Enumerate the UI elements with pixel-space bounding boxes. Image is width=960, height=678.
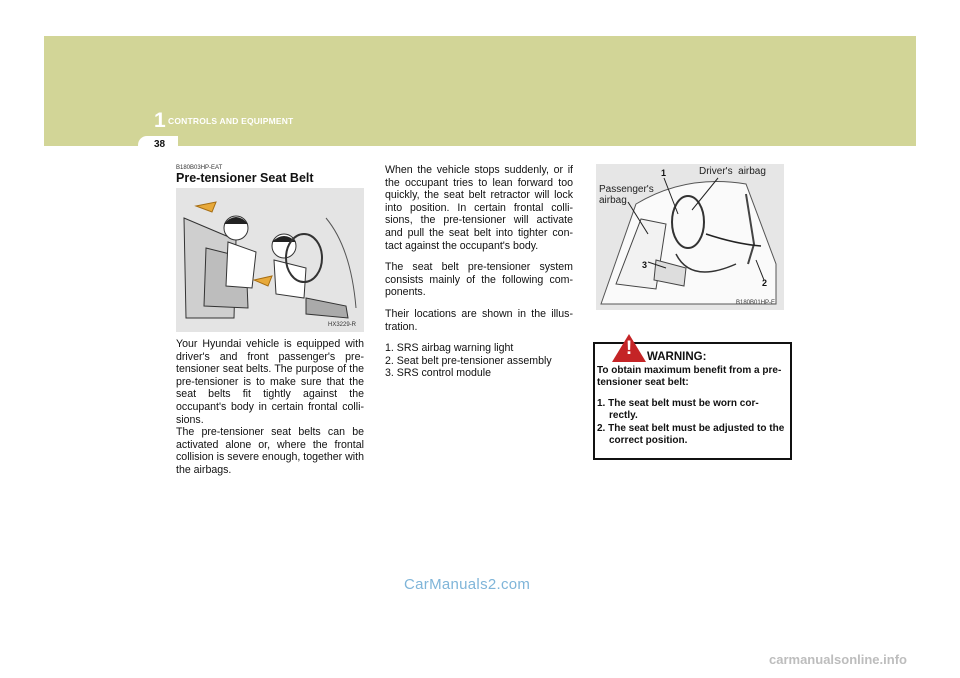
warning-body bbox=[597, 365, 787, 447]
list-item: 2. The seat belt must be adjusted to the correct position. bbox=[597, 422, 785, 447]
callout-2: 2 bbox=[762, 278, 768, 288]
seatbelt-illustration bbox=[176, 188, 364, 332]
callout-1: 1 bbox=[661, 168, 667, 178]
callout-3: 3 bbox=[642, 260, 648, 270]
middle-paragraph-3: Their locations are shown in the illus-tration. bbox=[385, 307, 573, 333]
left-paragraph-1: Your Hyundai vehicle is equipped with driver's and front passenger's pre-tensioner seat belts. The purpose of the pre-tensioner is to make sure that the seat belts fit tightly against the occupant's body in certain frontal colli-sions. bbox=[176, 338, 364, 426]
warning-box bbox=[593, 338, 792, 460]
chapter-title: CONTROLS AND EQUIPMENT bbox=[168, 116, 294, 126]
exclamation-icon: ! bbox=[625, 338, 633, 359]
image-code: B180B01HP-E bbox=[736, 300, 776, 306]
header-band bbox=[44, 36, 916, 146]
component-list bbox=[385, 342, 573, 380]
image-code: HX3229-R bbox=[328, 322, 357, 328]
watermark-link[interactable]: CarManuals2.com bbox=[404, 576, 531, 593]
list-item: 2. Seat belt pre-tensioner assembly bbox=[385, 354, 552, 367]
warning-intro: To obtain maximum benefit from a pre-tensioner seat belt: bbox=[597, 365, 782, 389]
components-illustration bbox=[596, 164, 784, 310]
warning-title: WARNING: bbox=[647, 351, 707, 363]
list-item: 1. The seat belt must be worn cor-rectly. bbox=[597, 397, 759, 422]
middle-paragraph-2: The seat belt pre-tensioner system consists mainly of the following com-ponents. bbox=[385, 261, 573, 299]
driver-airbag-label: Driver's airbag bbox=[699, 166, 766, 177]
list-item: 3. SRS control module bbox=[385, 367, 491, 380]
section-title: Pre-tensioner Seat Belt bbox=[176, 171, 314, 185]
section-code: B180B03HP-EAT bbox=[176, 165, 223, 171]
chapter-number: 1 bbox=[154, 109, 166, 132]
warning-list bbox=[597, 398, 787, 448]
left-body-text bbox=[176, 338, 364, 477]
page-number: 38 bbox=[154, 139, 166, 150]
middle-body-text bbox=[385, 164, 573, 380]
seatbelt-illustration-drawing bbox=[176, 188, 364, 332]
middle-paragraph-1: When the vehicle stops suddenly, or if the occupant tries to lean forward too quickly, the seat belt retractor will lock into position. In certain frontal colli-sions, the pre-tensioner will activate and pull the seat belt into tighter con-tact against the occupant's body. bbox=[385, 164, 573, 252]
list-item: 1. SRS airbag warning light bbox=[385, 342, 514, 355]
passenger-airbag-label: Passenger's airbag bbox=[599, 184, 654, 206]
left-paragraph-2: The pre-tensioner seat belts can be activated alone or, where the frontal collision is severe enough, together with the airbags. bbox=[176, 426, 364, 476]
footer-watermark: carmanualsonline.info bbox=[769, 652, 907, 667]
